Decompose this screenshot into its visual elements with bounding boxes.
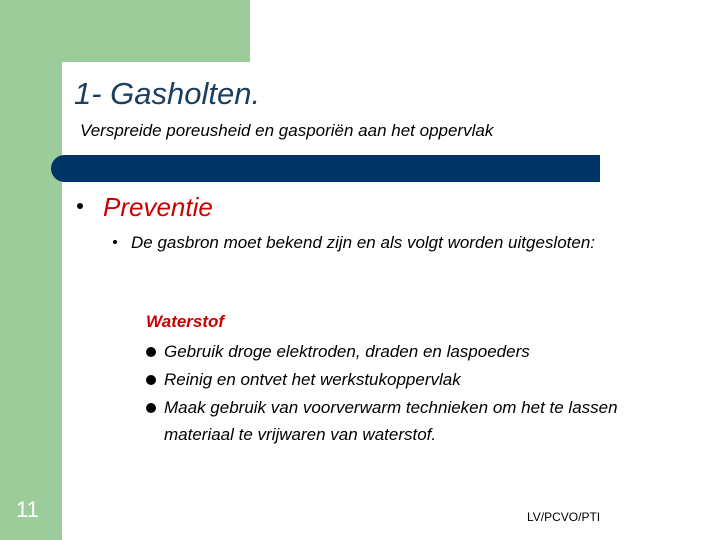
bullet-icon bbox=[113, 240, 117, 244]
bullet-icon bbox=[146, 375, 156, 385]
green-side-band bbox=[0, 0, 62, 540]
bullet-icon bbox=[77, 203, 83, 209]
bullet-icon bbox=[146, 347, 156, 357]
bullet-icon bbox=[146, 403, 156, 413]
list-item bbox=[146, 338, 666, 366]
list-item-text: Gebruik droge elektroden, draden en laspoeders bbox=[164, 342, 530, 361]
measure-list bbox=[146, 338, 666, 448]
slide-subtitle: Verspreide poreusheid en gasporiën aan het oppervlak bbox=[80, 121, 494, 140]
green-top-band bbox=[0, 0, 250, 62]
footer-text: LV/PCVO/PTI bbox=[527, 510, 601, 524]
list-item bbox=[146, 366, 666, 394]
page-number: 11 bbox=[16, 497, 39, 522]
list-item-text: Maak gebruik van voorverwarm technieken om het te lassen materiaal te vrijwaren van waterstof. bbox=[164, 398, 618, 444]
title-divider-bar bbox=[51, 155, 600, 182]
subheading: Waterstof bbox=[146, 312, 225, 331]
list-item-text: Reinig en ontvet het werkstukoppervlak bbox=[164, 370, 461, 389]
slide-title: 1- Gasholten. bbox=[74, 76, 261, 111]
list-item bbox=[146, 394, 666, 448]
section-heading: Preventie bbox=[103, 192, 213, 222]
description-text: De gasbron moet bekend zijn en als volgt worden uitgesloten: bbox=[131, 233, 596, 252]
